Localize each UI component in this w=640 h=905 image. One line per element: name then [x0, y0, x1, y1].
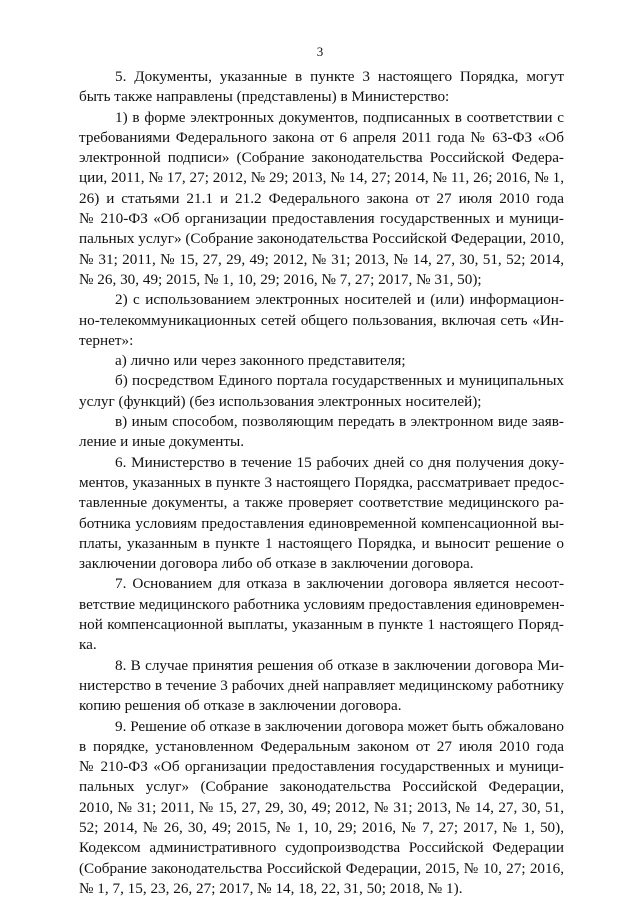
text-line: а) лично или через законного представителя; — [115, 352, 406, 370]
text-line: ментов, указанных в пункте 3 настоящего Порядка, рассматривает предос- — [79, 473, 564, 491]
text-line: 1) в форме электронных документов, подписанных в соответствии с — [115, 108, 564, 126]
text-line: № 31; 2011, № 15, 27, 29, 49; 2012, № 31; 2013, № 14, 27, 30, 51, 52; 2014, — [79, 250, 564, 268]
text-line: но-телекоммуникационных сетей общего пользования, включая сеть «Ин- — [79, 311, 564, 329]
text-line: ной компенсационной выплаты, указанным в пункте 1 настоящего Поряд- — [79, 616, 564, 634]
text-line: 2) с использованием электронных носителей и (или) информацион- — [115, 291, 564, 309]
text-line: нистерство в течение 3 рабочих дней направляет медицинскому работнику — [79, 676, 564, 694]
text-line: № 26, 30, 49; 2015, № 1, 10, 29; 2016, № 7, 27; 2017, № 31, 50); — [79, 270, 482, 288]
document-body — [79, 67, 564, 899]
text-line: платы, указанным в пункте 1 настоящего Порядка, и выносит решение о — [79, 534, 564, 552]
text-line: пальных услуг» (Собрание законодательства Российской Федерации, 2010, — [79, 230, 565, 248]
text-line: копию решения об отказе в заключении договора. — [79, 697, 402, 715]
text-line: ка. — [79, 636, 97, 654]
paragraph-p5-2 — [79, 290, 564, 351]
paragraph-p5-2c — [79, 412, 564, 453]
text-line: б) посредством Единого портала государственных и муниципальных — [115, 372, 564, 390]
text-line: быть также направлены (представлены) в Министерство: — [79, 88, 450, 106]
text-line: 52; 2014, № 26, 30, 49; 2015, № 1, 10, 29; 2016, № 7, 27; 2017, № 1, 50), — [79, 818, 564, 836]
text-line: пальных услуг» (Собрание законодательства Российской Федерации, — [79, 778, 564, 796]
text-line: ции, 2011, № 17, 27; 2012, № 29; 2013, № 14, 27; 2014, № 11, 26; 2016, № 1, — [79, 169, 564, 187]
text-line: 8. В случае принятия решения об отказе в заключении договора Ми- — [115, 656, 564, 674]
text-line: тернет»: — [79, 331, 134, 349]
paragraph-p7 — [79, 574, 564, 655]
text-line: 9. Решение об отказе в заключении договора может быть обжаловано — [115, 717, 565, 735]
paragraph-p5 — [79, 67, 564, 108]
text-line: заключении договора либо об отказе в заключении договора. — [79, 555, 474, 573]
text-line: Кодексом административного судопроизводства Российской Федерации — [79, 839, 564, 857]
text-line: № 210-ФЗ «Об организации предоставления государственных и муници- — [79, 210, 564, 228]
text-line: 2010, № 31; 2011, № 15, 27, 29, 30, 49; 2012, № 31; 2013, № 14, 27, 30, 51, — [79, 798, 564, 816]
text-line: 6. Министерство в течение 15 рабочих дней со дня получения доку- — [115, 453, 564, 471]
text-line: тавленные документы, а также проверяет соответствие медицинского ра- — [79, 494, 564, 512]
paragraph-p5-2a — [79, 351, 564, 371]
text-line: в) иным способом, позволяющим передать в электронном виде заяв- — [115, 413, 564, 431]
paragraph-p6 — [79, 453, 564, 575]
page-number: 3 — [316, 44, 324, 59]
text-line: 26) и статьями 21.1 и 21.2 Федерального закона от 27 июля 2010 года — [79, 189, 564, 207]
text-line: 5. Документы, указанные в пункте 3 настоящего Порядка, могут — [115, 68, 564, 85]
text-line: 7. Основанием для отказа в заключении договора является несоот- — [115, 575, 564, 593]
paragraph-p9 — [79, 717, 564, 900]
text-line: № 1, 7, 15, 23, 26, 27; 2017, № 14, 18, 22, 31, 50; 2018, № 1). — [79, 879, 463, 897]
text-line: ветствие медицинского работника условиям предоставления единовремен- — [79, 595, 565, 613]
paragraph-p8 — [79, 656, 564, 717]
text-line: в порядке, установленном Федеральным законом от 27 июля 2010 года — [79, 737, 564, 755]
text-line: электронной подписи» (Собрание законодательства Российской Федера- — [79, 149, 564, 167]
text-line: (Собрание законодательства Российской Федерации, 2015, № 10, 27; 2016, — [79, 859, 564, 877]
paragraph-p5-2b — [79, 371, 564, 412]
text-line: ботника условиям предоставления единовременной компенсационной вы- — [79, 514, 564, 532]
text-line: ление и иные документы. — [79, 433, 245, 451]
text-line: требованиями Федерального закона от 6 апреля 2011 года № 63-ФЗ «Об — [79, 128, 564, 146]
paragraph-p5-1 — [79, 108, 564, 291]
text-line: услуг (функций) (без использования электронных носителей); — [79, 392, 482, 410]
text-line: № 210-ФЗ «Об организации предоставления государственных и муници- — [79, 758, 564, 776]
